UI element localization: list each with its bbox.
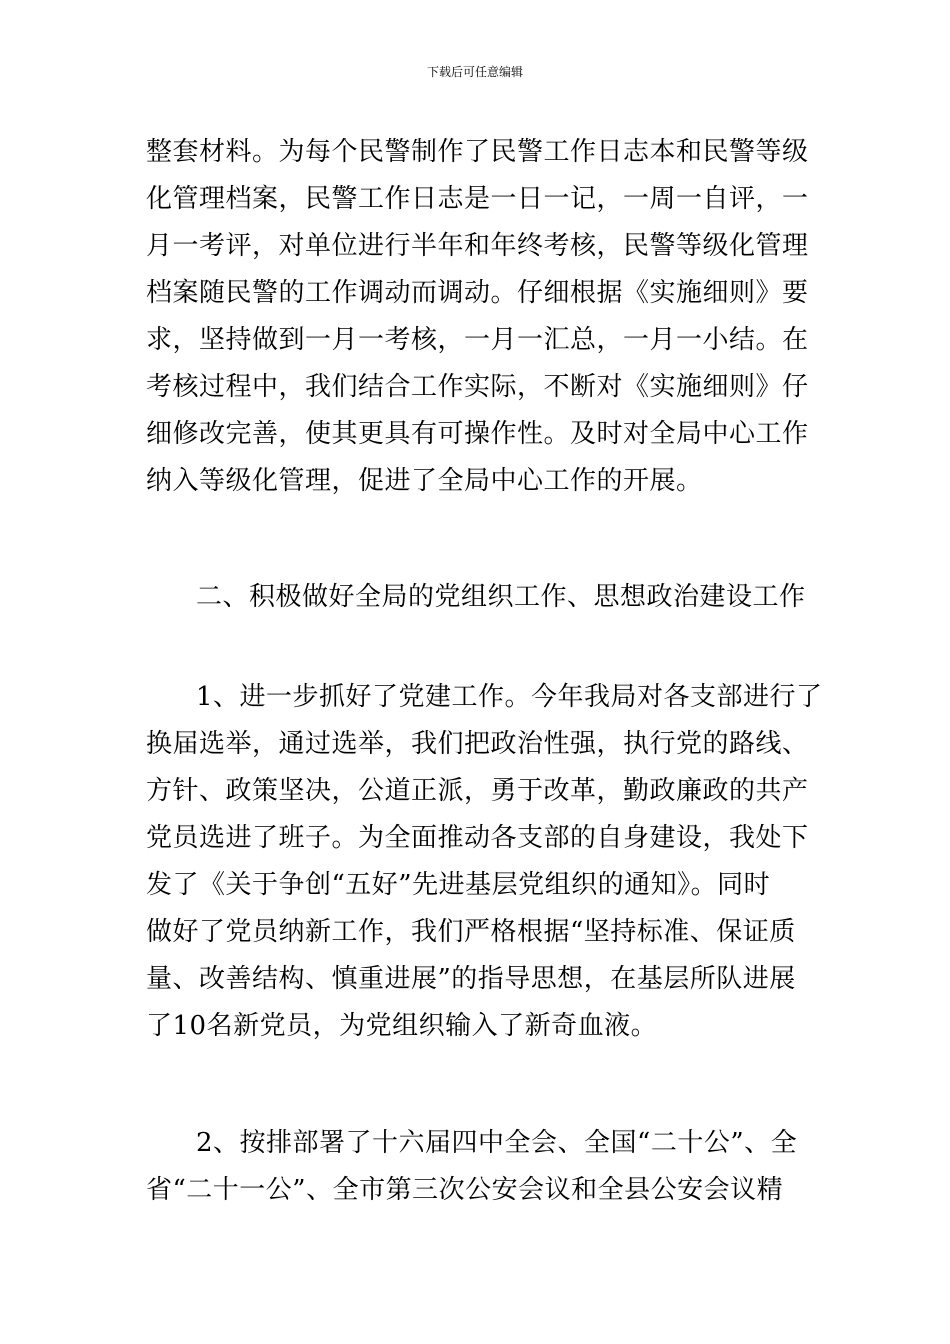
text-line: 换届选举，通过选举，我们把政治性强，执行党的路线、 (146, 729, 809, 759)
text-line: 纳入等级化管理，促进了全局中心工作的开展。 (146, 466, 703, 496)
text-line: 方针、政策坚决，公道正派，勇于改革，勤政廉政的共产 (146, 776, 809, 806)
text-line: 了10名新党员，为党组织输入了新奇血液。 (146, 1011, 658, 1041)
text-line: 党员选进了班子。为全面推动各支部的自身建设，我处下 (146, 823, 809, 853)
text-line: 发了《关于争创“五好”先进基层党组织的通知》。同时 (146, 870, 771, 900)
text-line: 化管理档案，民警工作日志是一日一记，一周一自评，一 (146, 184, 809, 214)
text-line: 整套材料。为每个民警制作了民警工作日志本和民警等级 (146, 137, 809, 167)
text-line: 做好了党员纳新工作，我们严格根据“坚持标准、保证质 (146, 917, 796, 947)
text-line: 省“二十一公”、全市第三次公安会议和全县公安会议精 (146, 1175, 784, 1205)
text-line: 档案随民警的工作调动而调动。仔细根据《实施细则》要 (146, 278, 809, 308)
text-line: 求，坚持做到一月一考核，一月一汇总，一月一小结。在 (146, 325, 809, 355)
paragraph-start: 2、按排部署了十六届四中全会、全国“二十公”、全 (196, 1128, 798, 1158)
section-heading: 二、积极做好全局的党组织工作、思想政治建设工作 (196, 582, 806, 612)
text-line: 细修改完善，使其更具有可操作性。及时对全局中心工作 (146, 419, 809, 449)
text-line: 月一考评，对单位进行半年和年终考核，民警等级化管理 (146, 231, 809, 261)
text-line: 量、改善结构、慎重进展”的指导思想，在基层所队进展 (146, 964, 796, 994)
text-line: 考核过程中，我们结合工作实际，不断对《实施细则》仔 (146, 372, 809, 402)
paragraph-start: 1、进一步抓好了党建工作。今年我局对各支部进行了 (196, 682, 823, 712)
page-header: 下载后可任意编辑 (426, 65, 523, 79)
